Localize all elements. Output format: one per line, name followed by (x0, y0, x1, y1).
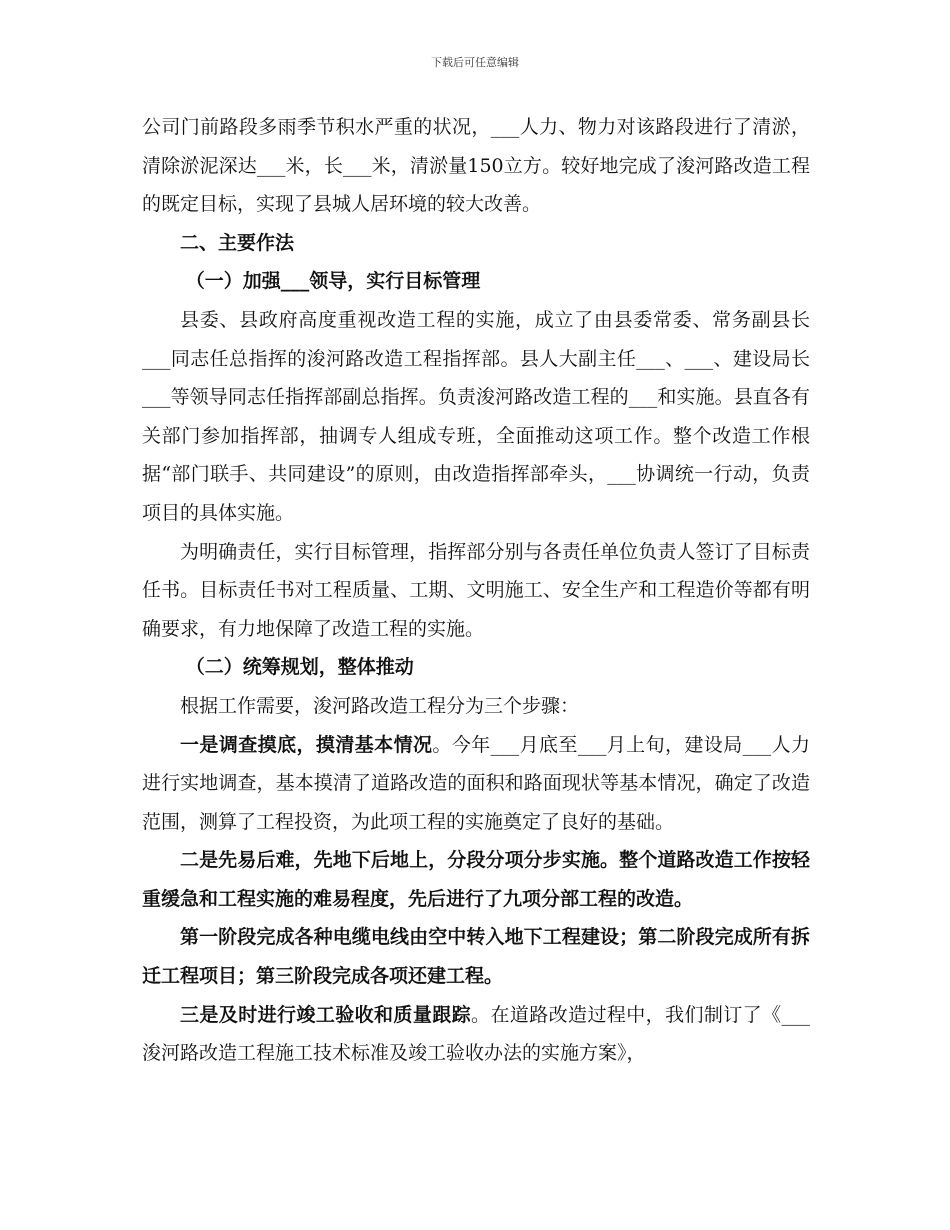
paragraph: 县委、县政府高度重视改造工程的实施，成立了由县委常委、常务副县长___同志任总指挥的浚河路改造工程指挥部。县人大副主任___、___、建设局长___等领导同志任指挥部副总指挥。负责浚河路改造工程的___和实施。县直各有关部门参加指挥部，抽调专人组成专班，全面推动这项工作。整个改造工作根据“部门联手、共同建设”的原则，由改造指挥部牵头，___协调统一行动，负责项目的具体实施。 (142, 308, 810, 524)
paragraph (142, 726, 810, 842)
document-body (142, 108, 810, 1073)
bold-paragraph: 二是先易后难，先地下后地上，分段分项分步实施。整个道路改造工作按轻重缓急和工程实施的难易程度，先后进行了九项分部工程的改造。 (142, 849, 810, 910)
paragraph: 为明确责任，实行目标管理，指挥部分别与各责任单位负责人签订了目标责任书。目标责任书对工程质量、工期、文明施工、安全生产和工程造价等都有明确要求，有力地保障了改造工程的实施。 (142, 540, 810, 640)
paragraph (142, 996, 810, 1073)
subsection-heading: （一）加强___领导，实行目标管理 (185, 270, 481, 293)
paragraph-text: 。在道路改造过程中，我们制订了《___浚河路改造工程施工技术标准及竣工验收办法的实施方案》， (142, 1003, 810, 1065)
paragraph-lead: 三是及时进行竣工验收和质量跟踪 (180, 1003, 472, 1026)
bold-paragraph: 第一阶段完成各种电缆电线由空中转入地下工程建设；第二阶段完成所有拆迁工程项目；第三阶段完成各项还建工程。 (142, 926, 810, 988)
subsection-heading: （二）统筹规划，整体推动 (185, 656, 414, 679)
paragraph: 根据工作需要，浚河路改造工程分为三个步骤： (180, 694, 580, 717)
paragraph-lead: 一是调查摸底，摸清基本情况 (180, 733, 433, 756)
paragraph-text: 。今年___月底至___月上旬，建设局___人力进行实地调查，基本摸清了道路改造的面积和路面现状等基本情况，确定了改造范围，测算了工程投资，为此项工程的实施奠定了良好的基础。 (142, 733, 810, 833)
section-heading: 二、主要作法 (180, 231, 295, 254)
page-header: 下载后可任意编辑 (431, 56, 519, 69)
paragraph: 公司门前路段多雨季节积水严重的状况，___人力、物力对该路段进行了清淤，清除淤泥深达___米，长___米，清淤量150立方。较好地完成了浚河路改造工程的既定目标，实现了县城人居环境的较大改善。 (142, 116, 810, 216)
